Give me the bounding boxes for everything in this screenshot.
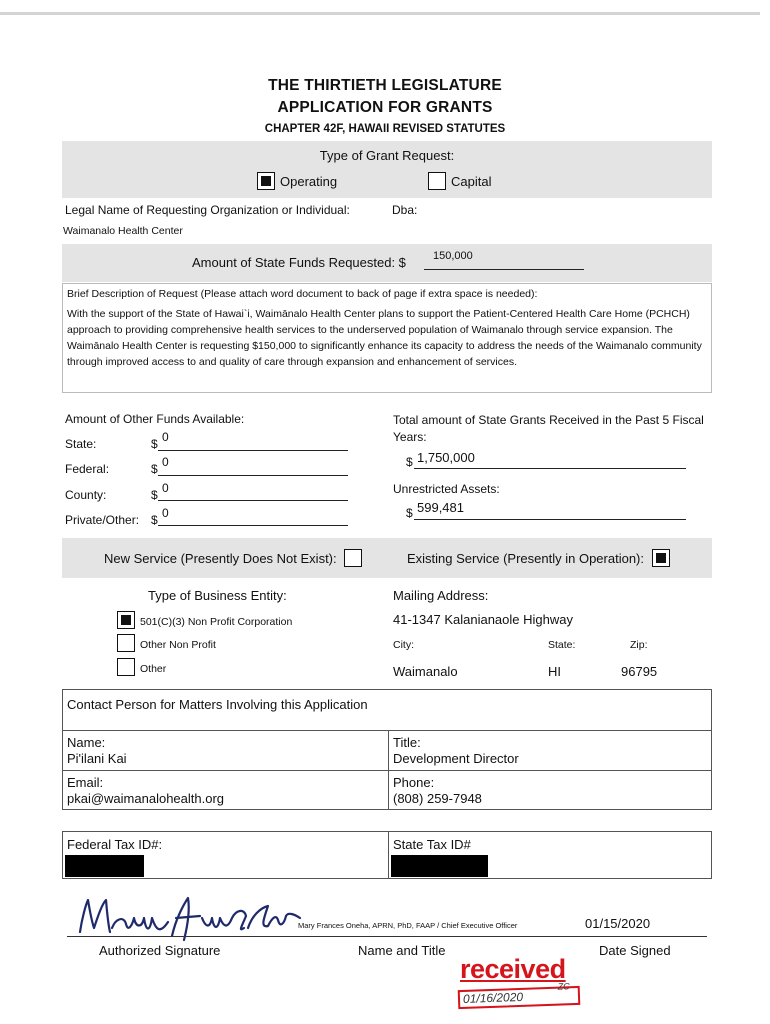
contact-phone-label: Phone:: [393, 775, 435, 790]
city-label: City:: [393, 639, 414, 651]
entity-other-checkbox[interactable]: [117, 658, 135, 676]
entity-option-other[interactable]: [117, 658, 166, 676]
title-line-1: THE THIRTIETH LEGISLATURE: [268, 77, 502, 94]
contact-name-cell: [62, 731, 389, 771]
private-underline: [158, 525, 348, 526]
date-signed-label: Date Signed: [599, 943, 671, 958]
contact-name-value: Pi'ilani Kai: [67, 751, 127, 766]
description-label: Brief Description of Request (Please attach word document to back of page if extra space is needed):: [67, 288, 538, 300]
signature-line: [67, 936, 707, 937]
contact-email-label: Email:: [67, 775, 104, 790]
city-value: Waimanalo: [393, 664, 458, 679]
past-grants-underline: [414, 468, 686, 469]
private-funds-value: 0: [162, 506, 169, 520]
entity-other-nonprofit-checkbox[interactable]: [117, 634, 135, 652]
contact-heading-box: [62, 689, 712, 731]
federal-tax-redaction: [65, 855, 144, 877]
entity-heading: Type of Business Entity:: [148, 588, 287, 603]
new-service-option[interactable]: [104, 549, 367, 567]
zip-label: Zip:: [630, 639, 648, 651]
existing-service-label: Existing Service (Presently in Operation):: [407, 551, 644, 566]
contact-title-value: Development Director: [393, 751, 519, 766]
entity-other-nonprofit-label: Other Non Profit: [140, 639, 216, 651]
state-underline: [158, 450, 348, 451]
past-grants-value: 1,750,000: [417, 450, 475, 465]
past-grants-label: Total amount of State Grants Received in the Past 5 Fiscal Years:: [393, 413, 704, 444]
unrestricted-value: 599,481: [417, 500, 464, 515]
authorized-signature-label: Authorized Signature: [99, 943, 221, 958]
operating-label: Operating: [280, 174, 338, 189]
entity-other-label: Other: [140, 663, 167, 675]
description-box: [62, 283, 712, 393]
grant-type-band: [62, 141, 712, 198]
state-tax-redaction: [391, 855, 488, 877]
funds-requested-value: 150,000: [433, 250, 473, 262]
contact-title-label: Title:: [393, 735, 421, 750]
funds-requested-label: Amount of State Funds Requested: $: [192, 255, 406, 270]
entity-option-other-nonprofit[interactable]: [117, 634, 216, 652]
contact-title-cell: [388, 731, 712, 771]
zip-value: 96795: [621, 664, 658, 679]
top-scan-line: [0, 12, 760, 15]
description-text: With the support of the State of Hawai`i, Waimānalo Health Center plans to support the Patient-Centered Health Care Home (PCHCH) approach to providing comprehensive health services to the underserved population of Waimanalo through service expansion. The Waimānalo Health Center is requesting $150,000 to significantly enhance its capacity to address the needs of the Waimanalo community through improved access to and quality of care through expansion and enhancement of services.: [67, 308, 702, 368]
state-label: State:: [548, 639, 576, 651]
title-line-2: APPLICATION FOR GRANTS: [277, 99, 493, 116]
federal-tax-cell: [62, 831, 389, 879]
operating-option[interactable]: [257, 172, 337, 190]
state-dollar: $: [151, 437, 158, 451]
unrestricted-label: Unrestricted Assets:: [393, 482, 500, 496]
county-funds-value: 0: [162, 481, 169, 495]
subtitle: CHAPTER 42F, HAWAII REVISED STATUTES: [264, 123, 506, 135]
entity-501c3-checkbox[interactable]: [117, 611, 135, 629]
capital-label: Capital: [451, 174, 492, 189]
contact-phone-cell: [388, 770, 712, 810]
date-signed-value: 01/15/2020: [585, 916, 651, 931]
other-funds-heading: Amount of Other Funds Available:: [65, 412, 245, 426]
existing-service-checkbox[interactable]: [652, 549, 670, 567]
funds-underline: [424, 269, 584, 270]
private-dollar: $: [151, 513, 158, 527]
contact-email-cell: [62, 770, 389, 810]
operating-checkbox[interactable]: [257, 172, 275, 190]
capital-option[interactable]: [428, 172, 491, 190]
mailing-street: 41-1347 Kalanianaole Highway: [393, 612, 573, 627]
legal-name-label: Legal Name of Requesting Organization or Individual:: [65, 203, 350, 217]
county-funds-label: County:: [65, 488, 107, 502]
past-grants-dollar: $: [406, 455, 413, 469]
state-value: HI: [548, 664, 561, 679]
unrestricted-underline: [414, 519, 686, 520]
received-stamp-word: received: [460, 954, 566, 984]
contact-email-value: pkai@waimanalohealth.org: [67, 791, 225, 806]
received-stamp-date-box: [458, 981, 581, 1009]
federal-tax-label: Federal Tax ID#:: [67, 837, 163, 852]
grant-type-heading: Type of Grant Request:: [319, 148, 455, 163]
federal-underline: [158, 475, 348, 476]
received-stamp-date: 01/16/2020: [462, 989, 524, 1006]
signer-name-title: Mary Frances Oneha, APRN, PhD, FAAP / Chief Executive Officer: [298, 921, 518, 930]
legal-name-value: Waimanalo Health Center: [63, 225, 183, 237]
new-service-checkbox[interactable]: [344, 549, 362, 567]
unrestricted-dollar: $: [406, 506, 413, 520]
name-title-label: Name and Title: [358, 943, 446, 958]
contact-name-label: Name:: [67, 735, 106, 750]
state-funds-label: State:: [65, 437, 97, 451]
dba-label: Dba:: [392, 203, 418, 217]
existing-service-option[interactable]: [407, 549, 675, 567]
funds-band: [62, 244, 712, 282]
county-dollar: $: [151, 488, 158, 502]
received-stamp-initials: ZC: [557, 981, 570, 992]
state-funds-value: 0: [162, 430, 169, 444]
state-tax-label: State Tax ID#: [393, 837, 471, 852]
handwritten-signature: [72, 888, 304, 946]
federal-funds-value: 0: [162, 455, 169, 469]
contact-phone-value: (808) 259-7948: [393, 791, 482, 806]
state-tax-cell: [388, 831, 712, 879]
service-band: [62, 538, 712, 578]
federal-funds-label: Federal:: [65, 462, 110, 476]
new-service-label: New Service (Presently Does Not Exist):: [104, 551, 337, 566]
received-stamp: [458, 954, 584, 1008]
contact-heading: Contact Person for Matters Involving this Application: [67, 697, 368, 712]
mailing-heading: Mailing Address:: [393, 588, 489, 603]
federal-dollar: $: [151, 462, 158, 476]
entity-501c3-label: 501(C)(3) Non Profit Corporation: [140, 616, 293, 628]
entity-option-501c3[interactable]: [117, 611, 292, 629]
county-underline: [158, 500, 348, 501]
capital-checkbox[interactable]: [428, 172, 446, 190]
private-funds-label: Private/Other:: [65, 513, 140, 527]
